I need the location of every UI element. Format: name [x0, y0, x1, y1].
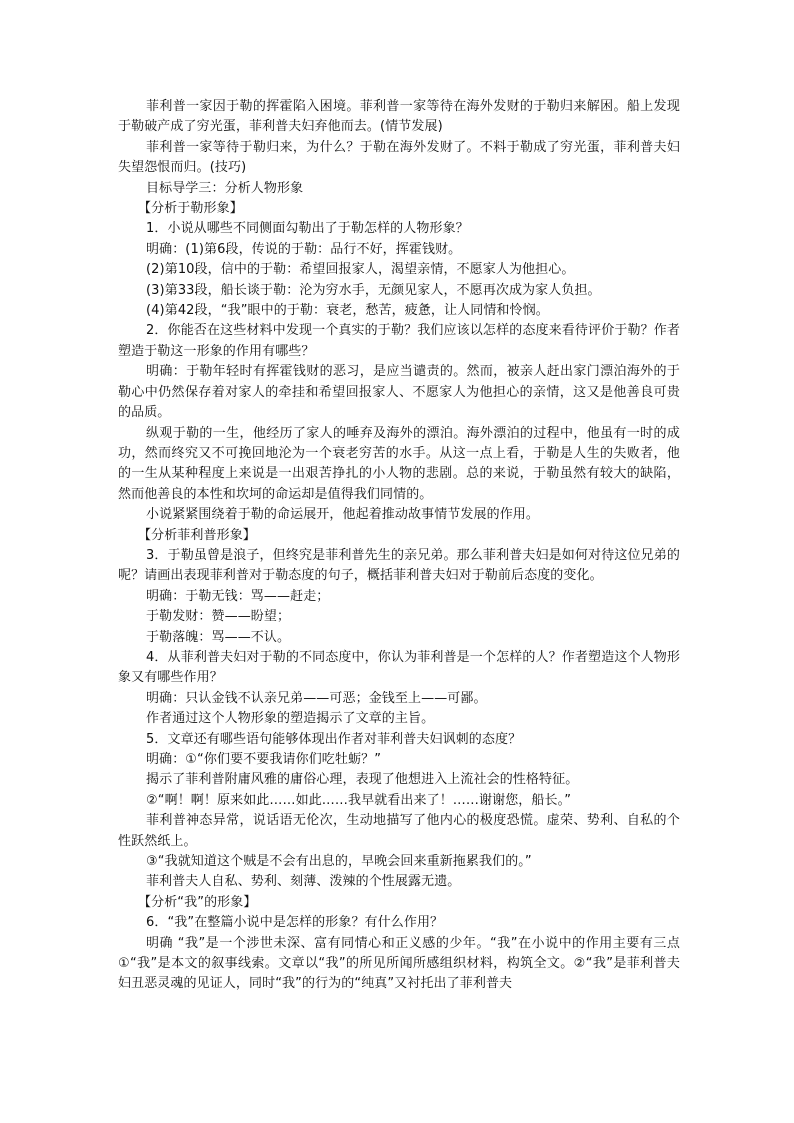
paragraph: 小说紧紧围绕着于勒的命运展开，他起着推动故事情节发展的作用。	[146, 507, 540, 523]
paragraph: 6．“我”在整篇小说中是怎样的形象？有什么作用？	[146, 915, 444, 931]
paragraph: 揭示了菲利普附庸风雅的庸俗心理，表现了他想进入上流社会的性格特征。	[146, 772, 579, 788]
document-body	[118, 97, 680, 995]
paragraph: 明确：只认金钱不认亲兄弟——可恶；金钱至上——可鄙。	[146, 690, 487, 706]
paragraph: 作者通过这个人物形象的塑造揭示了文章的主旨。	[146, 711, 435, 727]
paragraph: (3)第33段，船长谈于勒：沦为穷水手，无颜见家人，不愿再次成为家人负担。	[146, 282, 601, 298]
paragraph: 菲利普神态异常，说话语无伦次，生动地描写了他内心的极度恐慌。虚荣、势利、自私的个性跃然纸上。	[118, 813, 680, 849]
paragraph: (2)第10段，信中的于勒：希望回报家人，渴望亲情，不愿家人为他担心。	[146, 262, 575, 278]
paragraph: ③“我就知道这个贼是不会有出息的，早晚会回来重新拖累我们的。”	[146, 854, 532, 870]
section-heading: 【分析菲利普形象】	[138, 527, 256, 543]
paragraph: 3．于勒虽曾是浪子，但终究是菲利普先生的亲兄弟。那么菲利普夫妇是如何对待这位兄弟的呢？请画出表现菲利普对于勒态度的句子，概括菲利普夫妇对于勒前后态度的变化。	[118, 547, 680, 584]
paragraph: 菲利普一家等待于勒归来，为什么？于勒在海外发财了。不料于勒成了穷光蛋，菲利普夫妇失望怨恨而归。(技巧)	[118, 139, 680, 176]
paragraph: 1．小说从哪些不同侧面勾勒出了于勒怎样的人物形象？	[146, 221, 469, 237]
paragraph: 纵观于勒的一生，他经历了家人的唾弃及海外的漂泊。海外漂泊的过程中，他虽有一时的成功，然而终究又不可挽回地沦为一个衰老穷苦的水手。从这一点上看，于勒是人生的失败者，他的一生从某种程度上来说是一出艰苦挣扎的小人物的悲剧。总的来说，于勒虽然有较大的缺陷，然而他善良的本性和坎坷的命运却是值得我们同情的。	[118, 425, 680, 502]
paragraph: 明确：于勒无钱：骂——赶走；	[146, 588, 330, 604]
paragraph: 于勒发财：赞——盼望；	[146, 609, 291, 625]
paragraph: 5．文章还有哪些语句能够体现出作者对菲利普夫妇讽刺的态度？	[146, 731, 522, 747]
paragraph: 4．从菲利普夫妇对于勒的不同态度中，你认为菲利普是一个怎样的人？作者塑造这个人物形象又有哪些作用？	[118, 649, 680, 686]
paragraph: (4)第42段，“我”眼中的于勒：衰老，愁苦，疲惫，让人同情和怜悯。	[146, 303, 549, 319]
paragraph: 菲利普夫人自私、势利、刻薄、泼辣的个性展露无遗。	[146, 874, 461, 890]
paragraph: 目标导学三：分析人物形象	[146, 180, 304, 196]
paragraph: 明确：(1)第6段，传说的于勒：品行不好，挥霍钱财。	[146, 241, 462, 257]
paragraph: 明确：于勒年轻时有挥霍钱财的恶习，是应当谴责的。然而，被亲人赶出家门漂泊海外的于勒心中仍然保存着对家人的牵挂和希望回报家人、不愿家人为他担心的亲情，这又是他善良可贵的品质。	[118, 364, 680, 421]
paragraph: 菲利普一家因于勒的挥霍陷入困境。菲利普一家等待在海外发财的于勒归来解困。船上发现于勒破产成了穷光蛋，菲利普夫妇弃他而去。(情节发展)	[118, 99, 680, 135]
paragraph: ②“啊！啊！原来如此……如此……我早就看出来了！……谢谢您，船长。”	[146, 792, 572, 808]
paragraph: 2．你能否在这些材料中发现一个真实的于勒？我们应该以怎样的态度来看待评价于勒？作者塑造于勒这一形象的作用有哪些？	[118, 323, 680, 359]
paragraph: 明确：①“你们要不要我请你们吃牡蛎？”	[146, 752, 382, 767]
section-heading: 【分析于勒形象】	[138, 201, 243, 217]
paragraph: 明确 “我”是一个涉世未深、富有同情心和正义感的少年。“我”在小说中的作用主要有三点 ①“我”是本文的叙事线索。文章以“我”的所见所闻所感组织材料，构筑全文。②“我”是菲利普夫妇丑恶灵魂的见证人，同时“我”的行为的“纯真”又衬托出了菲利普夫	[118, 935, 680, 992]
section-heading: 【分析“我”的形象】	[138, 894, 257, 910]
paragraph: 于勒落魄：骂——不认。	[146, 629, 291, 645]
